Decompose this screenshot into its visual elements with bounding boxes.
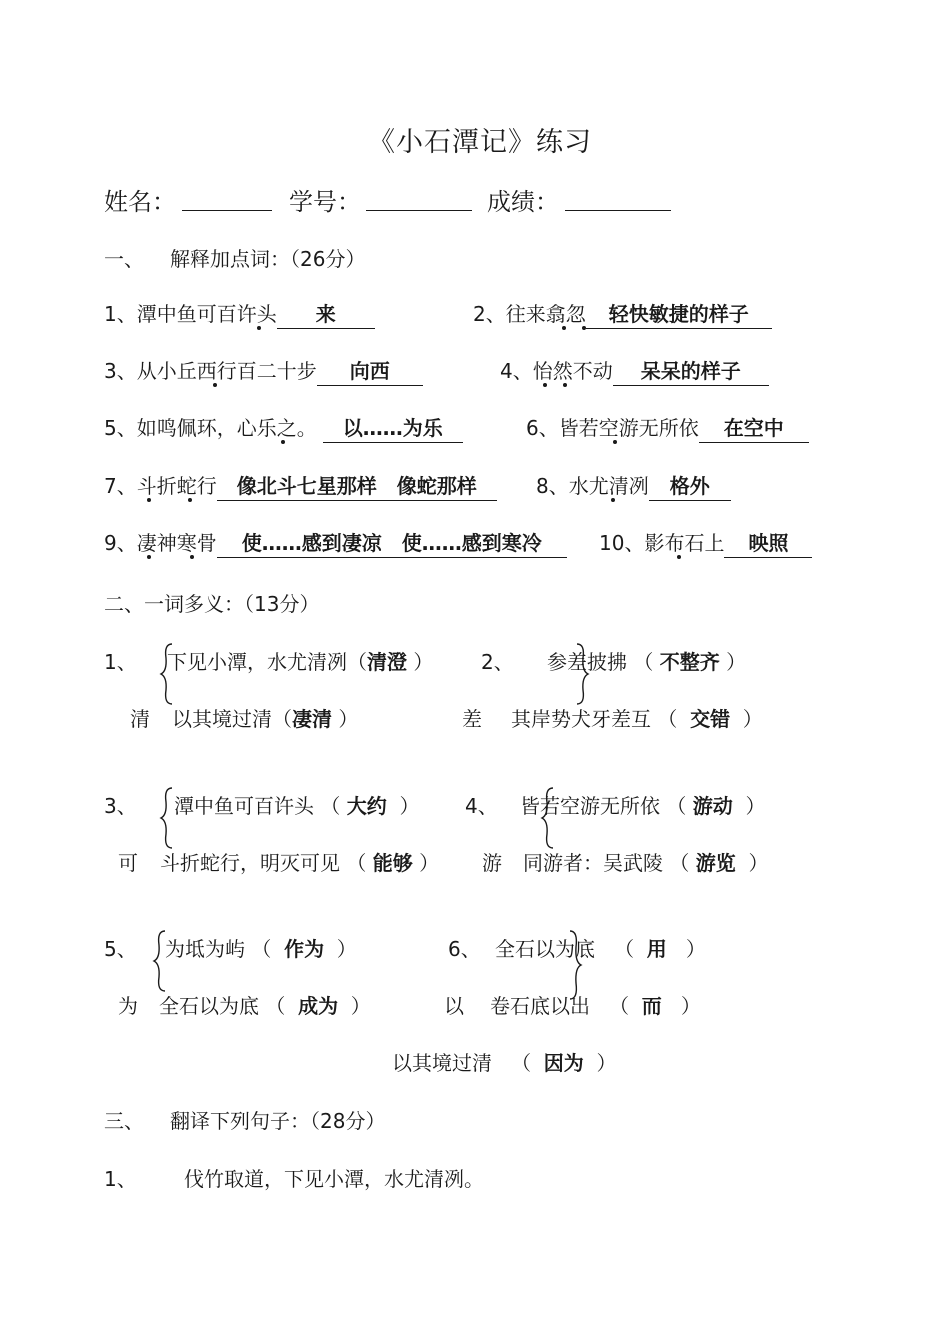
page-title: 《小石潭记》练习	[368, 127, 592, 158]
polysemy-6-line-2	[490, 990, 701, 1019]
polysemy-3-line-1	[174, 790, 419, 819]
emphasis-dot	[188, 498, 192, 502]
paren-open: （	[609, 994, 630, 1018]
answer[interactable]: 而	[641, 994, 662, 1018]
question-text: 怡然不动	[532, 359, 613, 383]
student-id-blank[interactable]	[366, 188, 472, 211]
paren-open: （	[633, 650, 654, 674]
polysemy-1-line-1	[167, 646, 433, 675]
polysemy-5-word: 为	[118, 994, 138, 1018]
paren-close: ）	[596, 1051, 617, 1075]
polysemy-3-line-2	[160, 847, 439, 876]
emphasis-dot	[613, 440, 617, 444]
paren-close: ）	[336, 937, 357, 961]
polysemy-1-word: 清	[130, 707, 150, 731]
question-number: 10、	[599, 531, 645, 555]
paren-open: （	[666, 794, 687, 818]
sentence: 全石以为底	[159, 994, 259, 1018]
emphasis-dot	[147, 498, 151, 502]
emphasis-dot	[582, 326, 586, 330]
answer-blank[interactable]: 在空中	[699, 412, 809, 443]
answer-blank[interactable]: 以……为乐	[323, 412, 463, 443]
question-text: 皆若空游无所依	[558, 416, 699, 440]
sentence: 下见小潭，水尤清冽	[167, 650, 347, 674]
polysemy-6-line-3	[392, 1047, 617, 1076]
polysemy-2-number: 2、	[481, 650, 514, 674]
emphasis-dot	[257, 326, 261, 330]
paren-close: ）	[748, 851, 769, 875]
paren-open: （	[347, 650, 367, 674]
question-number: 4、	[500, 359, 533, 383]
emphasis-dot	[562, 326, 566, 330]
polysemy-2-line-2	[511, 703, 763, 732]
answer[interactable]: 用	[646, 937, 667, 961]
question-number: 9、	[104, 531, 137, 555]
question-10	[599, 527, 812, 558]
polysemy-5-line-2	[159, 990, 371, 1019]
student-id-label: 学号：	[289, 188, 361, 216]
score-blank[interactable]	[565, 188, 671, 211]
paren-close: ）	[745, 794, 766, 818]
question-8	[536, 470, 731, 501]
paren-open: （	[320, 794, 341, 818]
paren-open: （	[251, 937, 272, 961]
polysemy-5-number: 5、	[104, 937, 137, 961]
polysemy-4-number: 4、	[465, 794, 498, 818]
paren-close: ）	[413, 650, 434, 674]
question-text: 潭中鱼可百许头	[136, 302, 277, 326]
name-label: 姓名：	[104, 188, 176, 216]
answer-blank[interactable]: 轻快敏捷的样子	[586, 298, 772, 329]
emphasis-dot	[147, 555, 151, 559]
section-3-heading: 翻译下列句子：（28分）	[170, 1109, 386, 1133]
sentence: 潭中鱼可百许头	[174, 794, 314, 818]
question-number: 2、	[473, 302, 506, 326]
paren-open: （	[346, 851, 367, 875]
paren-open: （	[265, 994, 286, 1018]
question-7	[104, 470, 497, 501]
paren-close: ）	[742, 707, 763, 731]
paren-close: ）	[338, 707, 359, 731]
paren-open: （	[614, 937, 635, 961]
answer-blank[interactable]: 向西	[317, 355, 423, 386]
polysemy-6-word: 以	[444, 994, 464, 1018]
sentence: 为坻为屿	[165, 937, 245, 961]
question-4	[500, 355, 769, 386]
answer[interactable]: 不整齐	[659, 650, 720, 674]
section-3-number: 三、	[104, 1109, 144, 1133]
answer-blank[interactable]: 像北斗七星那样 像蛇那样	[217, 470, 497, 501]
polysemy-4-line-1	[520, 790, 765, 819]
question-text: 从小丘西行百二十步	[136, 359, 317, 383]
sentence: 参差披拂	[547, 650, 627, 674]
question-9	[104, 527, 567, 558]
paren-close: ）	[726, 650, 747, 674]
brace-icon	[160, 786, 174, 850]
emphasis-dot	[677, 555, 681, 559]
sentence: 皆若空游无所依	[520, 794, 660, 818]
question-2	[473, 298, 772, 329]
question-text: 往来翕忽	[505, 302, 586, 326]
paren-close: ）	[680, 994, 701, 1018]
name-blank[interactable]	[182, 188, 272, 211]
polysemy-5-line-1	[165, 933, 357, 962]
answer[interactable]: 凄清	[292, 707, 332, 731]
answer-blank[interactable]: 呆呆的样子	[613, 355, 769, 386]
paren-open: （	[657, 707, 678, 731]
sentence: 斗折蛇行，明灭可见	[160, 851, 340, 875]
polysemy-4-line-2	[523, 847, 768, 876]
question-number: 3、	[104, 359, 137, 383]
question-number: 1、	[104, 302, 137, 326]
emphasis-dot	[543, 383, 547, 387]
polysemy-1-line-2	[172, 703, 358, 732]
emphasis-dot	[281, 440, 285, 444]
answer[interactable]: 大约	[346, 794, 387, 818]
question-number: 8、	[536, 474, 569, 498]
polysemy-2-word: 差	[462, 707, 482, 731]
translation-1-number: 1、	[104, 1167, 137, 1191]
sentence: 同游者：吴武陵	[523, 851, 663, 875]
sentence: 以其境过清	[392, 1051, 492, 1075]
polysemy-6-number: 6、	[448, 937, 481, 961]
answer[interactable]: 能够	[372, 851, 413, 875]
section-1-number: 一、	[104, 247, 144, 271]
question-number: 7、	[104, 474, 137, 498]
sentence: 其岸势犬牙差互	[511, 707, 651, 731]
answer[interactable]: 清澄	[367, 650, 407, 674]
paren-close: ）	[419, 851, 440, 875]
question-number: 6、	[526, 416, 559, 440]
question-3	[104, 355, 423, 386]
paren-close: ）	[685, 937, 706, 961]
sentence: 全石以为底	[495, 937, 595, 961]
paren-close: ）	[350, 994, 371, 1018]
answer-blank[interactable]: 格外	[649, 470, 731, 501]
sentence: 以其境过清	[172, 707, 272, 731]
emphasis-dot	[563, 383, 567, 387]
section-1-heading: 解释加点词：（26分）	[170, 247, 366, 271]
answer-blank[interactable]: 来	[277, 298, 375, 329]
sentence: 卷石底以出	[490, 994, 590, 1018]
polysemy-3-word: 可	[118, 851, 138, 875]
answer[interactable]: 交错	[690, 707, 731, 731]
emphasis-dot	[611, 498, 615, 502]
emphasis-dot	[190, 555, 194, 559]
question-number: 5、	[104, 416, 137, 440]
polysemy-2-line-1	[547, 646, 746, 675]
answer[interactable]: 游动	[692, 794, 733, 818]
answer-blank[interactable]: 使……感到凄凉 使……感到寒冷	[217, 527, 567, 558]
translation-1-sentence: 伐竹取道，下见小潭，水尤清冽。	[184, 1167, 484, 1191]
question-1	[104, 298, 375, 329]
question-text: 水尤清冽	[568, 474, 649, 498]
emphasis-dot	[213, 383, 217, 387]
paren-open: （	[511, 1051, 532, 1075]
answer[interactable]: 作为	[284, 937, 325, 961]
answer[interactable]: 游览	[695, 851, 736, 875]
paren-close: ）	[399, 794, 420, 818]
polysemy-3-number: 3、	[104, 794, 137, 818]
polysemy-6-line-1	[495, 933, 706, 962]
paren-open: （	[669, 851, 690, 875]
polysemy-1-number: 1、	[104, 650, 137, 674]
paren-open: （	[272, 707, 292, 731]
question-text: 如鸣佩环，心乐之。	[136, 416, 317, 440]
answer-blank[interactable]: 映照	[724, 527, 812, 558]
answer[interactable]: 成为	[298, 994, 339, 1018]
question-text: 凄神寒骨	[136, 531, 217, 555]
score-label: 成绩：	[487, 188, 559, 216]
polysemy-4-word: 游	[482, 851, 502, 875]
section-2-heading: 二、一词多义：（13分）	[104, 592, 320, 616]
question-5	[104, 412, 463, 443]
question-text: 影布石上	[644, 531, 725, 555]
answer[interactable]: 因为	[543, 1051, 584, 1075]
question-text: 斗折蛇行	[136, 474, 217, 498]
question-6	[526, 412, 809, 443]
